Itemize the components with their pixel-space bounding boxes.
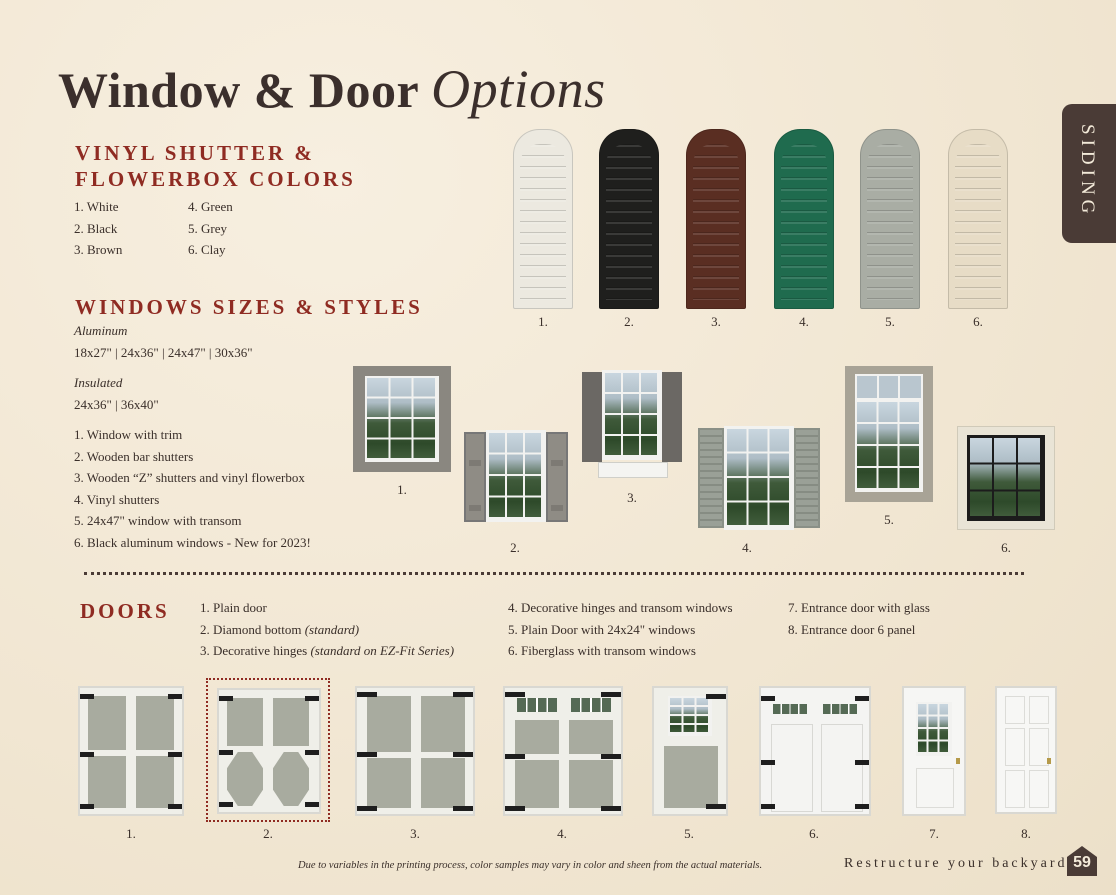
- shutter-swatch: [686, 129, 746, 309]
- window-label: 3.: [627, 490, 637, 505]
- shutter-swatch: [948, 129, 1008, 309]
- page-number: 59: [1073, 854, 1091, 871]
- window-item: 6. Black aluminum windows - New for 2023!: [74, 534, 311, 550]
- shutter-colors-heading: [75, 140, 356, 192]
- door-plain-image: [78, 686, 184, 816]
- entrance-door-glass-image: [902, 686, 966, 816]
- door-with-window-image: [652, 686, 728, 816]
- door-list-3: [788, 597, 930, 640]
- siding-tab-label: SIDING: [1077, 124, 1098, 219]
- disclaimer-note: Due to variables in the printing process, color samples may vary in color and sheen from the actual materials.: [298, 860, 763, 871]
- shutter-swatch-label: 6.: [973, 314, 983, 329]
- section-divider: [84, 572, 1024, 575]
- door-item: 7. Entrance door with glass: [788, 600, 930, 615]
- window-item: 4. Vinyl shutters: [74, 491, 160, 507]
- door-label: 1.: [126, 826, 136, 841]
- door-decorative-hinges-image: [355, 686, 475, 816]
- color-item: 2. Black: [74, 220, 118, 236]
- page-number-badge: [1066, 845, 1098, 877]
- title-main: Window & Door: [58, 62, 420, 118]
- shutter-swatch-label: 2.: [624, 314, 634, 329]
- shutter-swatch-label: 1.: [538, 314, 548, 329]
- entrance-door-6-panel-image: [995, 686, 1057, 814]
- window-label: 5.: [884, 512, 894, 527]
- windows-heading: WINDOWS SIZES & STYLES: [75, 295, 423, 319]
- window-z-shutters-image: [582, 366, 682, 478]
- shutter-swatch: [860, 129, 920, 309]
- door-item: 5. Plain Door with 24x24" windows: [508, 621, 696, 637]
- shutter-swatch: [513, 129, 573, 309]
- color-item: 3. Brown: [74, 242, 123, 257]
- window-transom-image: [845, 366, 933, 502]
- shutter-color-list-1: [74, 196, 122, 261]
- doors-heading: DOORS: [80, 599, 170, 623]
- shutter-swatch-label: 4.: [799, 314, 809, 329]
- color-item: 6. Clay: [188, 242, 226, 257]
- door-fiberglass-image: [759, 686, 871, 816]
- door-list-1: [200, 597, 454, 662]
- window-label: 4.: [742, 540, 752, 555]
- door-item: 2. Diamond bottom (standard): [200, 621, 360, 637]
- window-label: 1.: [397, 482, 407, 497]
- aluminum-sizes: 18x27" | 24x36" | 24x47" | 30x36": [74, 345, 253, 360]
- color-item: 4. Green: [188, 199, 233, 214]
- door-label: 8.: [1021, 826, 1031, 841]
- window-label: 2.: [510, 540, 520, 555]
- window-item: 3. Wooden “Z” shutters and vinyl flowerbox: [74, 470, 305, 485]
- shutter-color-list-2: [188, 196, 233, 261]
- door-diamond-bottom-image: [206, 678, 330, 822]
- shutter-swatch-label: 5.: [885, 314, 895, 329]
- window-bar-shutters-image: [464, 430, 568, 524]
- shutter-swatch: [599, 129, 659, 309]
- door-transom-windows-image: [503, 686, 623, 816]
- aluminum-label: Aluminum: [74, 323, 128, 338]
- door-list-2: [508, 597, 733, 662]
- siding-section-tab[interactable]: [1062, 104, 1116, 243]
- window-black-aluminum-image: [957, 426, 1055, 530]
- door-item: 8. Entrance door 6 panel: [788, 621, 916, 637]
- window-item: 1. Window with trim: [74, 427, 183, 442]
- door-label: 3.: [410, 826, 420, 841]
- window-item: 2. Wooden bar shutters: [74, 448, 194, 464]
- insulated-sizes: 24x36" | 36x40": [74, 397, 159, 412]
- page-title: [58, 58, 606, 120]
- door-item: 3. Decorative hinges (standard on EZ-Fit Series): [200, 643, 455, 658]
- door-item: 4. Decorative hinges and transom windows: [508, 600, 733, 615]
- shutter-swatch-label: 3.: [711, 314, 721, 329]
- door-label: 2.: [263, 826, 273, 841]
- door-label: 4.: [557, 826, 567, 841]
- color-item: 5. Grey: [188, 220, 227, 236]
- door-item: 6. Fiberglass with transom windows: [508, 643, 696, 658]
- window-label: 6.: [1001, 540, 1011, 555]
- door-label: 6.: [809, 826, 819, 841]
- door-label: 5.: [684, 826, 694, 841]
- window-vinyl-shutters-image: [698, 426, 820, 530]
- window-with-trim-image: [353, 366, 451, 472]
- insulated-label: Insulated: [74, 375, 123, 390]
- window-style-list: [74, 424, 311, 553]
- shutter-swatch: [774, 129, 834, 309]
- door-label: 7.: [929, 826, 939, 841]
- title-script: Options: [431, 59, 606, 119]
- door-item: 1. Plain door: [200, 600, 267, 615]
- window-item: 5. 24x47" window with transom: [74, 513, 242, 528]
- tagline: Restructure your backyard: [844, 856, 1068, 871]
- shutter-heading-line1: VINYL SHUTTER &: [75, 141, 315, 165]
- color-item: 1. White: [74, 199, 119, 214]
- shutter-heading-line2: FLOWERBOX COLORS: [75, 167, 356, 191]
